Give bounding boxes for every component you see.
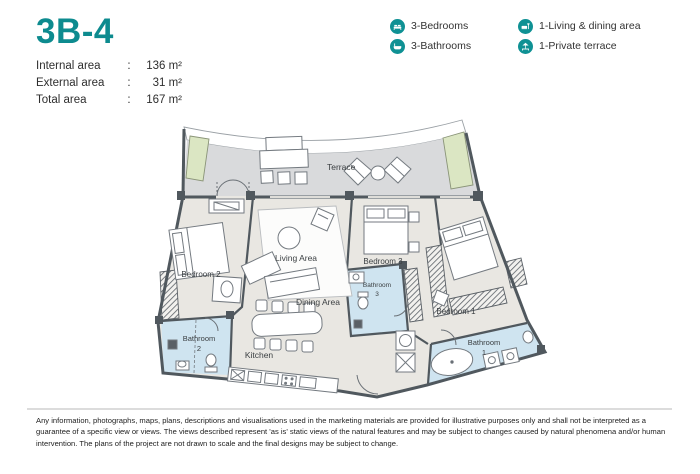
terrace-label: Terrace	[327, 162, 356, 172]
internal-area-value: 136 m²	[146, 59, 182, 72]
bathroom1-number: 1	[481, 348, 487, 357]
footer-divider	[27, 408, 672, 410]
living-area-label: Living Area	[274, 253, 318, 263]
bathroom3-number: 3	[375, 291, 379, 298]
bathroom2-label: Bathroom	[182, 334, 216, 343]
dining-area-label: Dining Area	[296, 297, 340, 307]
legend-label: 1-Living & dining area	[539, 20, 641, 32]
separator: :	[127, 76, 131, 89]
page-title: 3B-4	[36, 12, 114, 51]
kitchen-island	[212, 276, 242, 303]
disclaimer-text: Any information, photographs, maps, plans, descriptions and visualisations used in the marketing materials are provided for illustrative purposes only and shall not be interpreted as a guarantee of a specific view or views. The views described represent 'as is' static views of the natural features and may be subject to changes caused by natural phenomena and/or human intervention. The plans of the project are not drawn to scale and the final designs may be subject to change.	[36, 416, 666, 448]
total-area-label: Total area	[36, 93, 87, 106]
legend-label: 3-Bathrooms	[411, 40, 472, 52]
kitchen-label: Kitchen	[244, 350, 274, 360]
bathroom2-number: 2	[196, 344, 202, 353]
legend-label: 1-Private terrace	[539, 40, 617, 52]
legend-label: 3-Bedrooms	[411, 20, 469, 32]
bathroom1-label: Bathroom	[467, 338, 501, 347]
terrace-dining-set	[260, 136, 309, 184]
bedroom3-label: Bedroom 3	[363, 257, 403, 266]
bedroom2-closet	[209, 199, 244, 213]
external-area-label: External area	[36, 76, 105, 89]
separator: :	[127, 93, 131, 106]
bedroom1-label: Bedroom 1	[436, 307, 476, 316]
total-area-value: 167 m²	[146, 93, 182, 106]
bedroom2-label: Bedroom 2	[181, 270, 221, 279]
external-area-value: 31 m²	[152, 76, 182, 89]
internal-area-label: Internal area	[36, 59, 101, 72]
bathroom3-label: Bathroom	[362, 282, 392, 289]
separator: :	[127, 59, 131, 72]
